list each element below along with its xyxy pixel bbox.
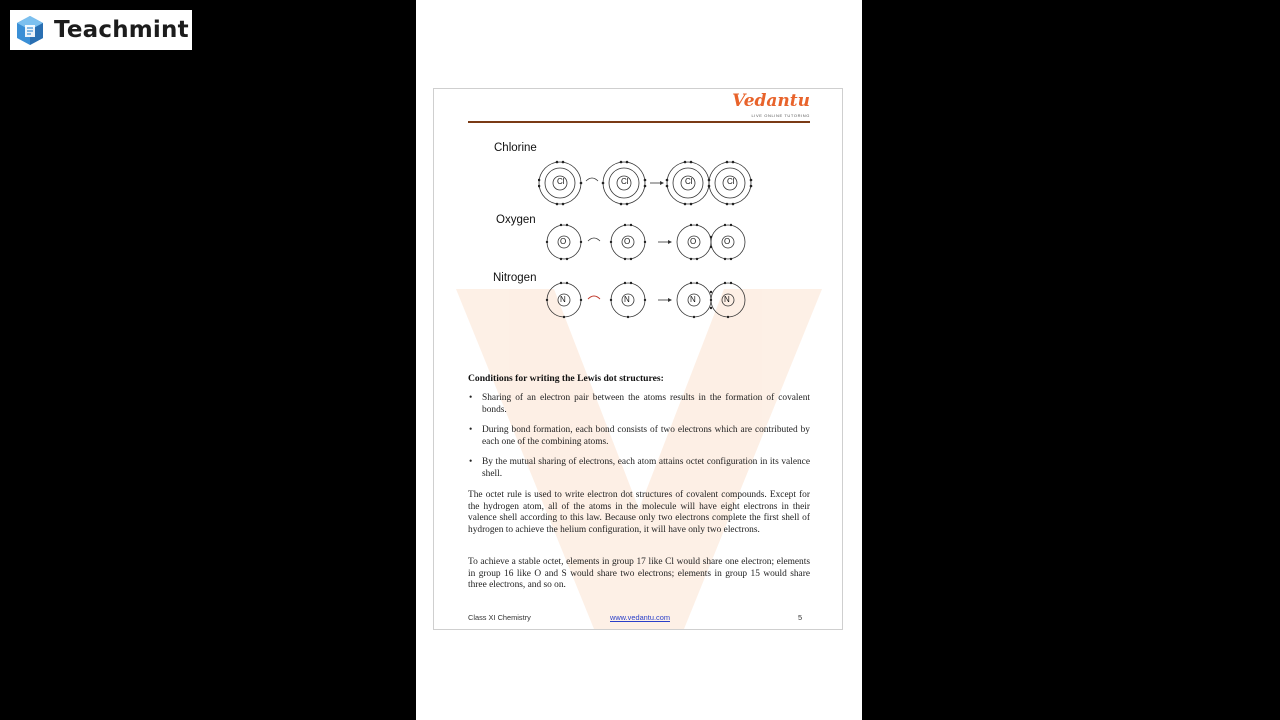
bullet-text: During bond formation, each bond consists of two electrons which are contributed by each one of the combining atoms.: [482, 425, 810, 447]
vedantu-brand-name: Vedantu: [732, 91, 810, 111]
chlorine-symbol-4: Cl: [727, 177, 735, 186]
bullet-dot-icon: •: [469, 457, 473, 467]
oxygen-symbol-3: O: [690, 237, 697, 246]
nitrogen-symbol-2: N: [624, 295, 630, 304]
chlorine-label: Chlorine: [494, 142, 537, 154]
footer-class: Class XI Chemistry: [468, 613, 531, 622]
nitrogen-symbol-3: N: [690, 295, 696, 304]
footer-website-link[interactable]: www.vedantu.com: [610, 613, 670, 622]
teachmint-logo-text: Teachmint: [54, 17, 189, 43]
oxygen-symbol-4: O: [724, 237, 731, 246]
bullet-item: [469, 425, 810, 448]
bullet-item: [469, 393, 810, 416]
bullet-text: By the mutual sharing of electrons, each atom attains octet configuration in its valence shell.: [482, 457, 810, 479]
bullet-item: [469, 457, 810, 480]
oxygen-symbol-2: O: [624, 237, 631, 246]
bullet-text: Sharing of an electron pair between the atoms results in the formation of covalent bonds.: [482, 393, 810, 415]
vedantu-brand: [732, 91, 810, 118]
document-page: [433, 88, 843, 630]
vedantu-brand-tagline: LIVE ONLINE TUTORING: [751, 113, 810, 118]
chlorine-symbol-3: Cl: [685, 177, 693, 186]
nitrogen-bonding-diagram: [544, 280, 750, 320]
chlorine-symbol-2: Cl: [621, 177, 629, 186]
octet-rule-paragraph: The octet rule is used to write electron dot structures of covalent compounds. Except for the hydrogen atom, all of the atoms in the molecule will have eight electrons in their valence shell according to this law. Because only two electrons complete the first shell of hydrogen to achieve the helium configuration, it will have only two electrons.: [468, 490, 810, 535]
conditions-heading: Conditions for writing the Lewis dot structures:: [468, 373, 664, 384]
teachmint-book-icon: [14, 14, 46, 46]
oxygen-symbol-1: O: [560, 237, 567, 246]
footer-page-number: 5: [798, 613, 803, 622]
oxygen-label: Oxygen: [496, 214, 536, 226]
bullet-dot-icon: •: [469, 425, 473, 435]
stable-octet-paragraph: To achieve a stable octet, elements in group 17 like Cl would share one electron; elements in group 16 like O and S would share two electrons; elements in group 15 would share three electrons, and so on.: [468, 557, 810, 591]
header-rule: [468, 121, 810, 123]
teachmint-logo: [10, 10, 192, 50]
oxygen-bonding-diagram: [544, 222, 750, 262]
nitrogen-symbol-4: N: [724, 295, 730, 304]
nitrogen-symbol-1: N: [560, 295, 566, 304]
document-viewer[interactable]: [416, 0, 862, 720]
nitrogen-label: Nitrogen: [493, 272, 537, 284]
chlorine-symbol-1: Cl: [557, 177, 565, 186]
bullet-dot-icon: •: [469, 393, 473, 403]
